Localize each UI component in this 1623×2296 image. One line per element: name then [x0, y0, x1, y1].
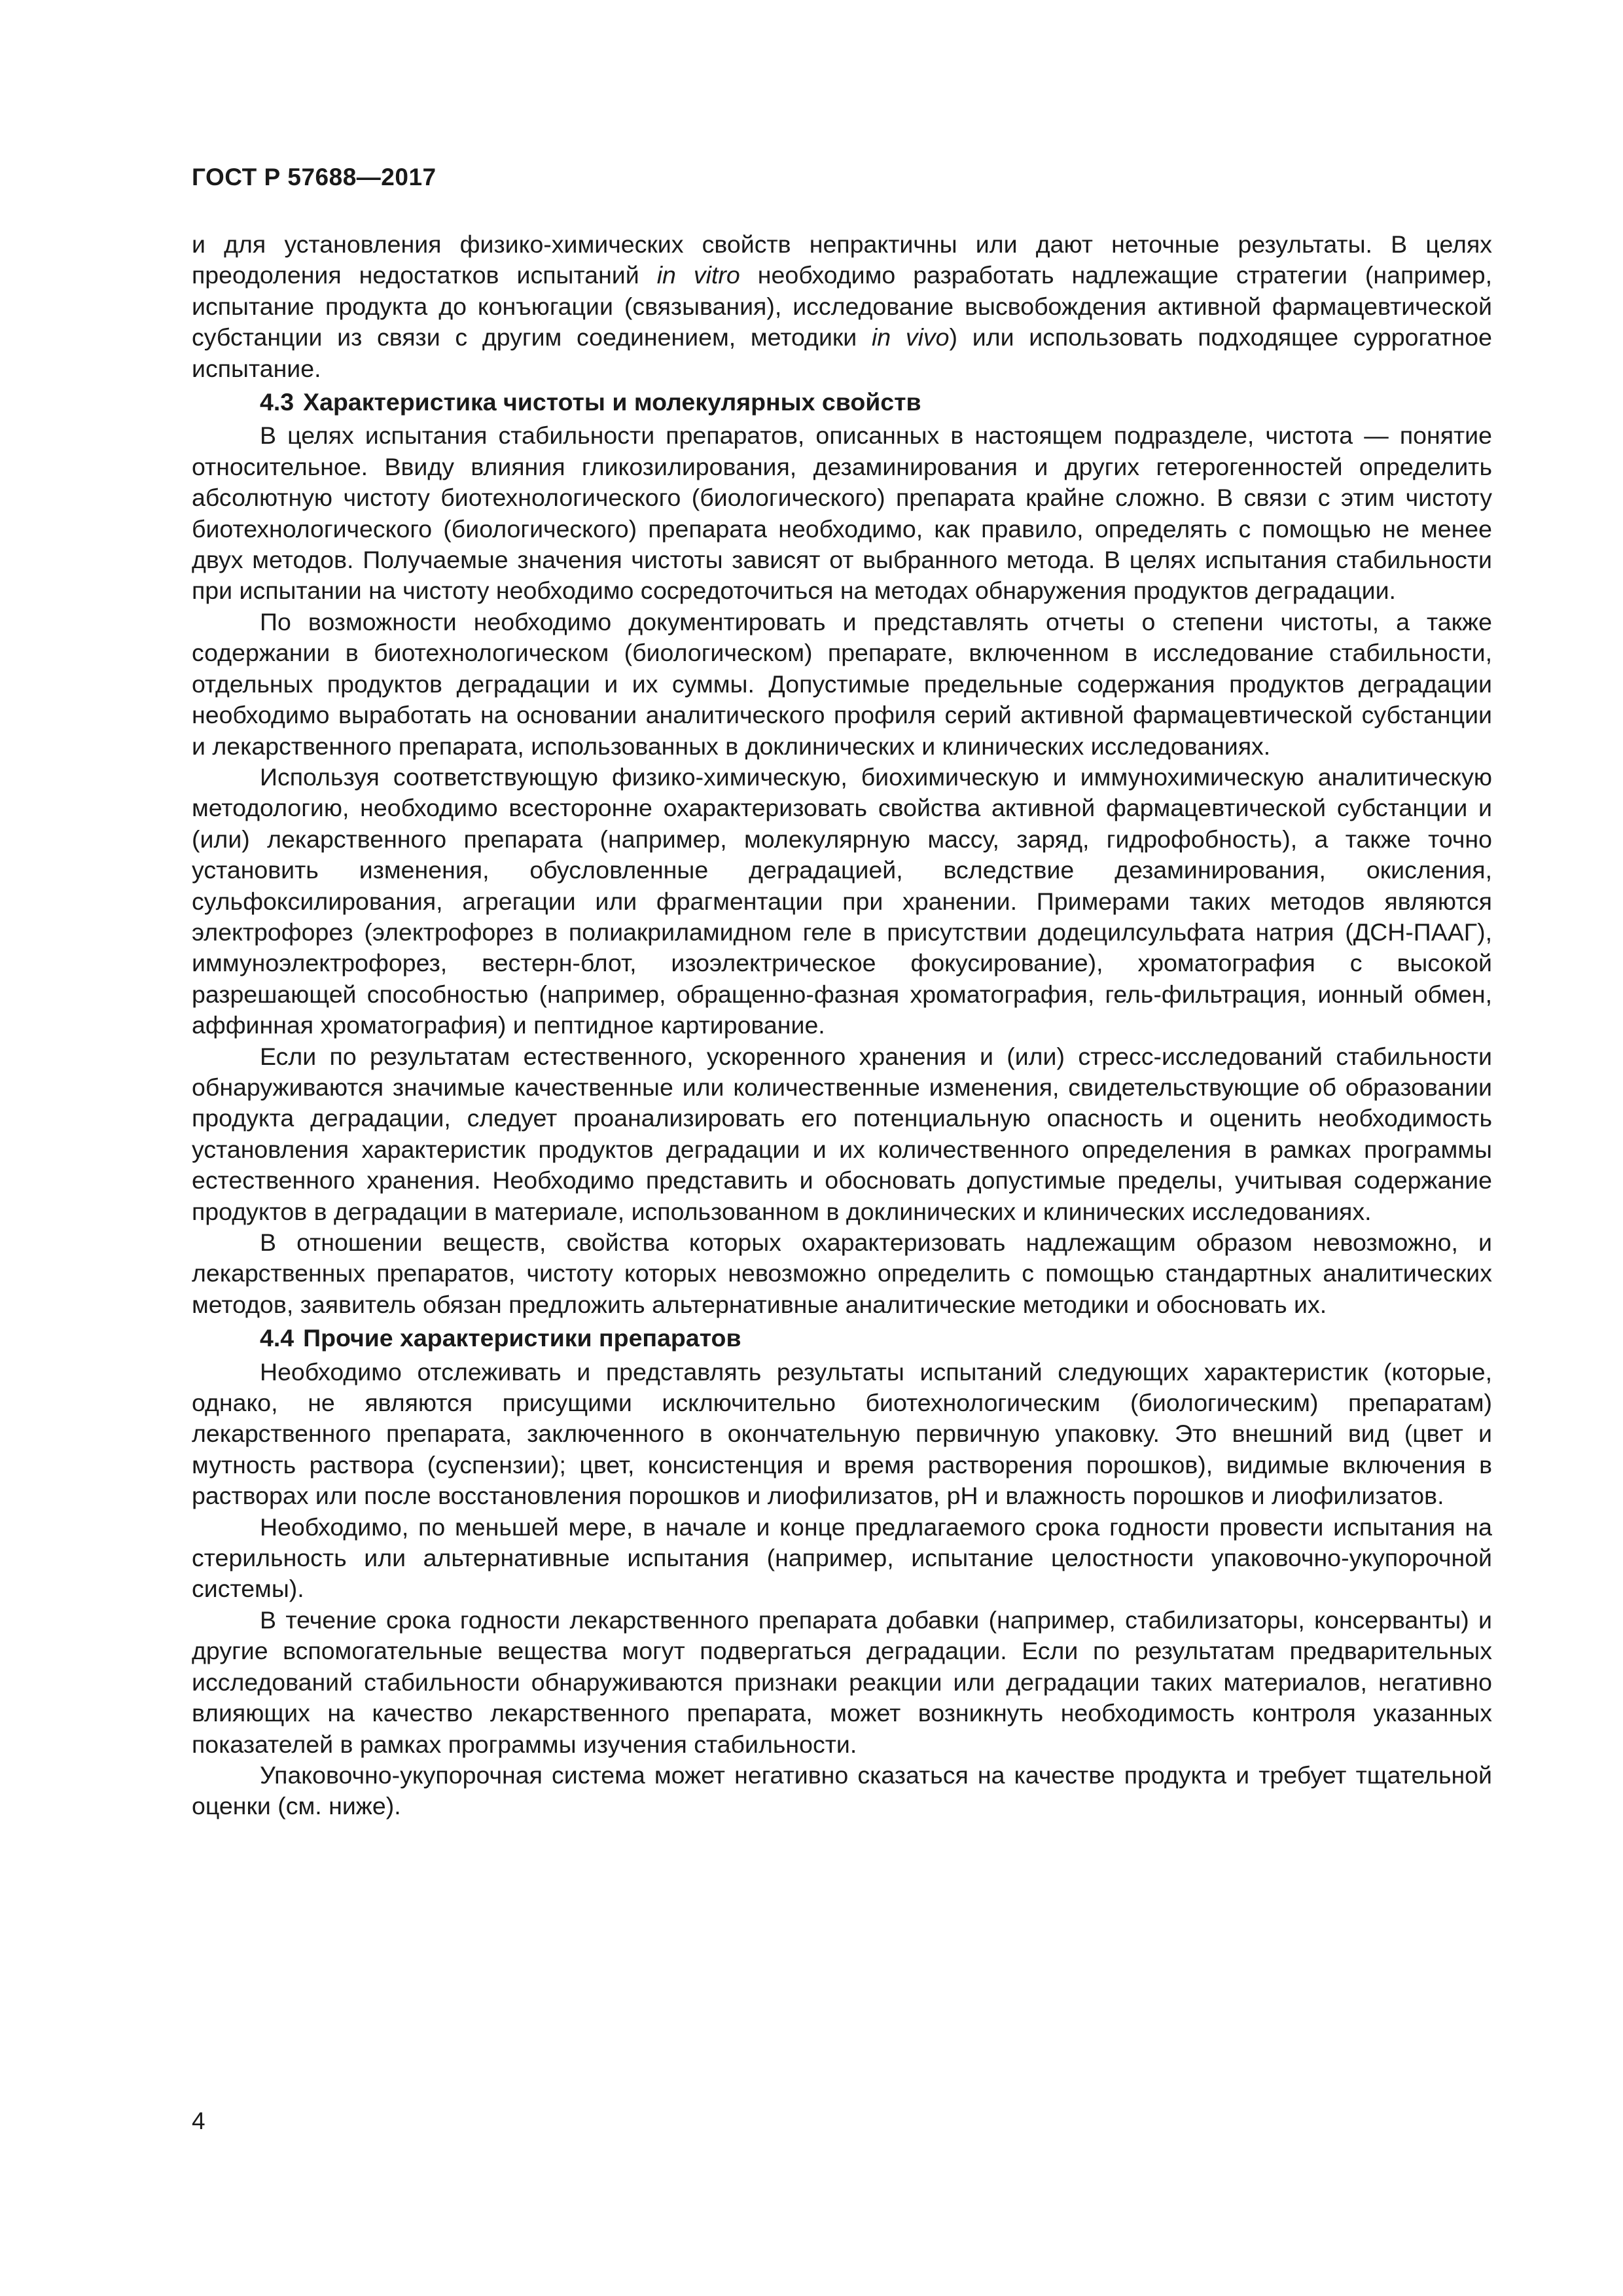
text-run: и для установления физико-химических свойств непрактичны или дают неточные результаты. В целях преодоления недостатков испытаний: [192, 230, 1492, 289]
paragraph: В целях испытания стабильности препаратов, описанных в настоящем подразделе, чистота — понятие относительное. Ввиду влияния гликозилирования, дезаминирования и других гетерогенностей определить абсолютную чистоту биотехнологического (биологического) препарата крайне сложно. В связи с этим чистоту биотехнологического (биологического) препарата необходимо, как правило, определять с помощью не менее двух методов. Получаемые значения чистоты зависят от выбранного метода. В целях испытания стабильности при испытании на чистоту необходимо сосредоточиться на методах обнаружения продуктов деградации.: [192, 422, 1492, 605]
section-heading-4-3: [192, 387, 1492, 418]
text-run: ) или использовать подходящее суррогатное испытание.: [192, 323, 1493, 382]
paragraph: Используя соответствующую физико-химическую, биохимическую и иммунохимическую аналитическую методологию, необходимо всесторонне охарактеризовать свойства активной фармацевтической субстанции и (или) лекарственного препарата (например, молекулярную массу, заряд, гидрофобность), а также точно установить изменения, обусловленные деградацией, вследствие дезаминирования, окисления, сульфоксилирования, агрегации или фрагментации при хранении. Примерами таких методов являются электрофорез (электрофорез в полиакриламидном геле в присутствии додецилсульфата натрия (ДСН-ПААГ), иммуноэлектрофорез, вестерн-блот, изоэлектрическое фокусирование), хроматография с высокой разрешающей способностью (например, обращенно-фазная хроматография, гель-фильтрация, ионный обмен, аффинная хроматография) и пептидное картирование.: [192, 762, 1492, 1039]
section-title: Прочие характеристики препаратов: [303, 1324, 741, 1352]
page-number: 4: [192, 2108, 205, 2134]
section-number: 4.3: [260, 388, 294, 416]
paragraph: В течение срока годности лекарственного препарата добавки (например, стабилизаторы, консерванты) и другие вспомогательные вещества могут подвергаться деградации. Если по результатам предварительных исследований стабильности обнаруживаются признаки реакции или деградации таких материалов, негативно влияющих на качество лекарственного препарата, может возникнуть необходимость контроля указанных показателей в рамках программы изучения стабильности.: [192, 1605, 1492, 1758]
document-body: [192, 229, 1492, 1822]
paragraph: Упаковочно-укупорочная система может негативно сказаться на качестве продукта и требует тщательной оценки (см. ниже).: [192, 1761, 1492, 1820]
italic-term: in vitro: [656, 261, 740, 289]
text-run: необходимо разработать надлежащие стратегии (например, испытание продукта до конъюгации (связывания), исследование высвобождения активной фармацевтической субстанции из связи с другим соединением, методики: [192, 261, 1492, 351]
section-title: Характеристика чистоты и молекулярных свойств: [303, 388, 921, 416]
section-heading-4-4: [192, 1323, 1492, 1354]
paragraph: Необходимо, по меньшей мере, в начале и конце предлагаемого срока годности провести испытания на стерильность или альтернативные испытания (например, испытание целостности упаковочно-укупорочной системы).: [192, 1513, 1492, 1603]
paragraph: Необходимо отслеживать и представлять результаты испытаний следующих характеристик (которые, однако, не являются присущими исключительно биотехнологическим (биологическим) препаратам) лекарственного препарата, заключенного в окончательную первичную упаковку. Это внешний вид (цвет и мутность раствора (суспензии); цвет, консистенция и время растворения порошков), видимые включения в растворах или после восстановления порошков и лиофилизатов, pH и влажность порошков и лиофилизатов.: [192, 1357, 1492, 1510]
paragraph: В отношении веществ, свойства которых охарактеризовать надлежащим образом невозможно, и лекарственных препаратов, чистоту которых невозможно определить с помощью стандартных аналитических методов, заявитель обязан предложить альтернативные аналитические методики и обосновать их.: [192, 1229, 1492, 1318]
paragraph-continuation: [192, 229, 1492, 384]
paragraph: Если по результатам естественного, ускоренного хранения и (или) стресс-исследований стабильности обнаруживаются значимые качественные или количественные изменения, свидетельствующие об образовании продукта деградации, следует проанализировать его потенциальную опасность и оценить необходимость установления характеристик продуктов деградации и их количественного определения в рамках программы естественного хранения. Необходимо представить и обосновать допустимые пределы, учитывая содержание продуктов в деградации в материале, использованном в доклинических и клинических исследованиях.: [192, 1042, 1492, 1225]
paragraph: По возможности необходимо документировать и представлять отчеты о степени чистоты, а также содержании в биотехнологическом (биологическом) препарате, включенном в исследование стабильности, отдельных продуктов деградации и их суммы. Допустимые предельные содержания продуктов деградации необходимо выработать на основании аналитического профиля серий активной фармацевтической субстанции и лекарственного препарата, использованных в доклинических и клинических исследованиях.: [192, 607, 1492, 760]
section-number: 4.4: [260, 1324, 294, 1352]
italic-term: in vivo: [871, 323, 950, 351]
document-header-id: ГОСТ Р 57688—2017: [192, 164, 437, 190]
